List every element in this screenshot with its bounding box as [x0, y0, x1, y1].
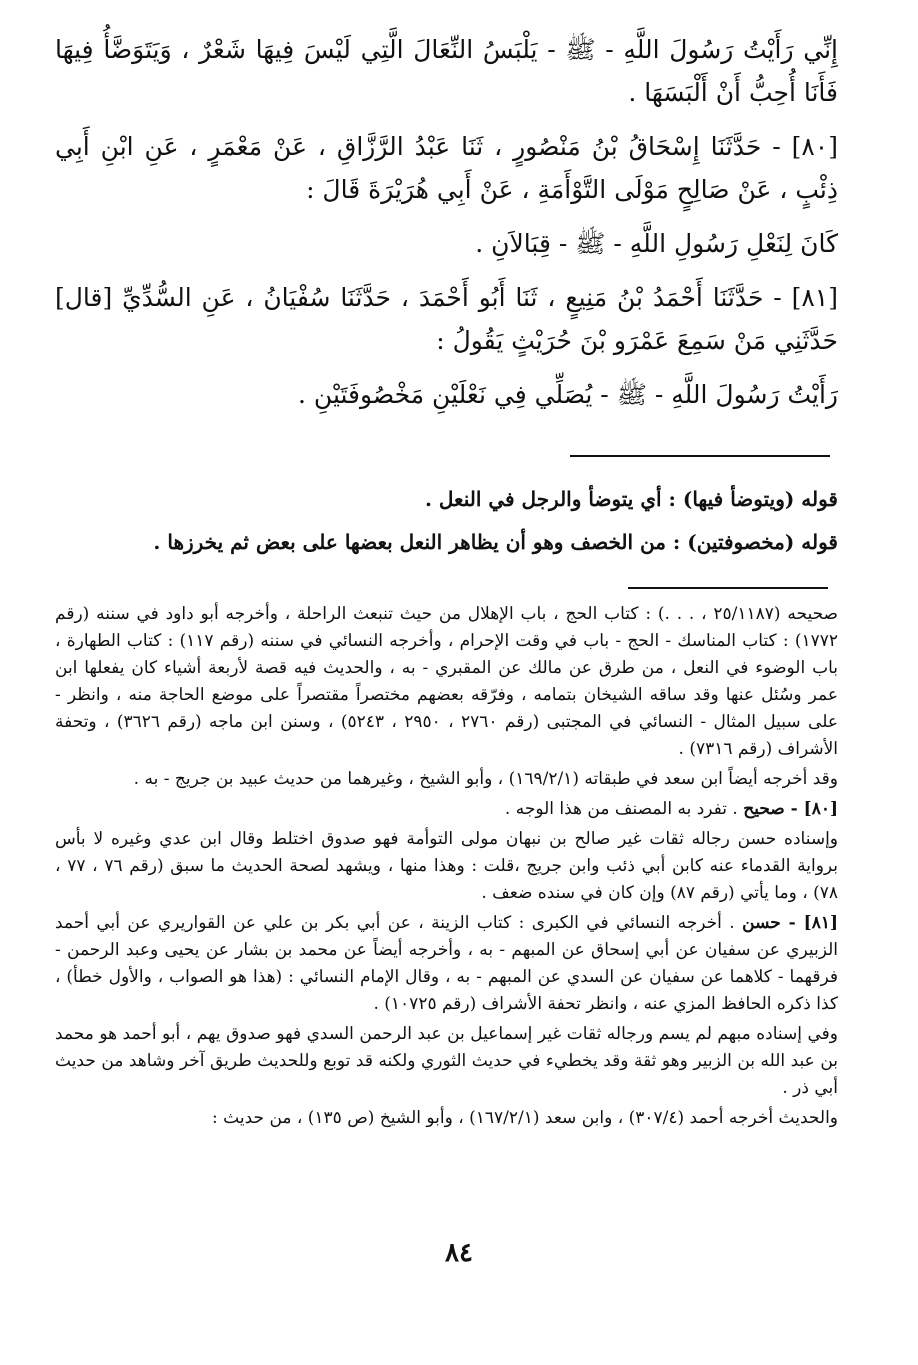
- footnote-81-ahmad: والحديث أخرجه أحمد (٣٠٧/٤) ، وابن سعد (١٦٧/٢/١) ، وأبو الشيخ (ص ١٣٥) ، من حديث :: [212, 1108, 838, 1128]
- footnote-81: [55, 910, 838, 1018]
- explanatory-notes: [55, 478, 838, 564]
- note-wudu: قوله (ويتوضأ فيها) : أي يتوضأ والرجل في النعل .: [424, 487, 838, 511]
- footnote-81-text: . أخرجه النسائي في الكبرى : كتاب الزينة ، عن أبي بكر بن علي عن القواريري عن أبي أحمد الزبيري عن سفيان عن أبي إسحاق عن المبهم - به ، وأخرجه أيضاً عن محمد بن بشار عن يحيى وعبد الرحمن - فرقهما - كلاهما عن سفيان عن السدي عن المبهم - به ، وقال الإمام النسائي : (هذا هو الصواب ، والأول خطأ) ، كذا ذكره الحافظ المزي عنه ، وانظر تحفة الأشراف (رقم ١٠٧٢٥) .: [55, 913, 838, 1014]
- grade-81: [٨١] - حسن: [742, 913, 838, 933]
- divider-line: [570, 455, 830, 457]
- footnote-80-isnad: وإسناده حسن رجاله ثقات غير صالح بن نبهان مولى التوأمة فهو صدوق اختلط وقال ابن عدي وغيره لا بأس برواية القدماء عنه كابن أبي ذئب وابن جريج ،قلت : وهذا منها ، ويشهد لصحة الحديث ما سبق (رقم ٧٦ ، ٧٧ ، ٧٨) ، وما يأتي (رقم ٨٧) وإن كان في سنده ضعف .: [55, 829, 839, 903]
- page-number: ٨٤: [445, 1238, 473, 1268]
- hadith-80-matn: كَانَ لِنَعْلِ رَسُولِ اللَّهِ - ﷺ - قِبَالاَنِ .: [475, 229, 838, 258]
- hadith-79-ending: إِنِّي رَأَيْتُ رَسُولَ اللَّهِ - ﷺ - يَلْبَسُ النِّعَالَ الَّتِي لَيْسَ فِيهَا شَعْرٌ ، وَيَتَوَضَّأُ فِيهَا فَأَنَا أُحِبُّ أَنْ أَلْبَسَهَا .: [55, 35, 838, 107]
- hadith-81-matn: رَأَيْتُ رَسُولَ اللَّهِ - ﷺ - يُصَلِّي فِي نَعْلَيْنِ مَخْصُوفَتَيْنِ .: [298, 380, 838, 409]
- note-makhsufatayn: قوله (مخصوفتين) : من الخصف وهو أن يظاهر النعل بعضها على بعض ثم يخرزها .: [153, 530, 838, 554]
- hadith-80-isnad: [٨٠] - حَدَّثَنَا إِسْحَاقُ بْنُ مَنْصُورٍ ، ثَنَا عَبْدُ الرَّزَّاقِ ، عَنْ مَعْمَرٍ ، عَنِ ابْنِ أَبِي ذِئْبٍ ، عَنْ صَالِحٍ مَوْلَى التَّوْأَمَةِ ، عَنْ أَبِي هُرَيْرَةَ قَالَ :: [55, 132, 838, 204]
- footnotes: [55, 601, 838, 1135]
- footnote-80: [55, 796, 838, 823]
- footnote-divider: [628, 587, 828, 589]
- main-text: [55, 28, 838, 427]
- footnote-81-isnad: وفي إسناده مبهم لم يسم ورجاله ثقات غير إسماعيل بن عبد الرحمن السدي فهو صدوق يهم ، أبو أحمد هو محمد بن عبد الله بن الزبير وهو ثقة وقد يخطيء في حديث الثوري ولكنه قد توبع وللحديث طريق آخر وشاهد من حديث أبي ذر .: [55, 1024, 838, 1098]
- footnote-80-text: . تفرد به المصنف من هذا الوجه .: [504, 799, 738, 819]
- hadith-81-isnad: [٨١] - حَدَّثَنَا أَحْمَدُ بْنُ مَنِيعٍ ، ثَنَا أَبُو أَحْمَدَ ، حَدَّثَنَا سُفْيَانُ ، عَنِ السُّدِّيِّ [قال] حَدَّثَنِي مَنْ سَمِعَ عَمْرَو بْنَ حُرَيْثٍ يَقُولُ :: [55, 283, 838, 355]
- footnote-takhrij: صحيحه (٢٥/١١٨٧ ، . . .) : كتاب الحج ، باب الإهلال من حيث تنبعث الراحلة ، وأخرجه أبو داود في سننه (رقم ١٧٧٢) : كتاب المناسك - الحج - باب في وقت الإحرام ، وأخرجه النسائي في سننه (رقم ١١٧) : كتاب الطهارة ، باب الوضوء في النعل ، من طرق عن مالك عن المقبري - به ، والحديث فيه قصة لأربعة أشياء كان يفعلها ابن عمر وسُئل عنها وقد ساقه الشيخان بتمامه ، وفرّقه بعضهم مختصراً مقتصراً على موضع الحاجة منه ، وانظر - على سبيل المثال - النسائي في المجتبى (رقم ٢٧٦٠ ، ٢٩٥٠ ، ٥٢٤٣) ، وسنن ابن ماجه (رقم ٣٦٢٦) ، وتحفة الأشراف (رقم ٧٣١٦) .: [55, 604, 839, 759]
- footnote-ibn-saad: وقد أخرجه أيضاً ابن سعد في طبقاته (١٦٩/٢/١) ، وأبو الشيخ ، وغيرهما من حديث عبيد بن جريج - به .: [133, 769, 838, 789]
- grade-80: [٨٠] - صحيح: [743, 799, 838, 819]
